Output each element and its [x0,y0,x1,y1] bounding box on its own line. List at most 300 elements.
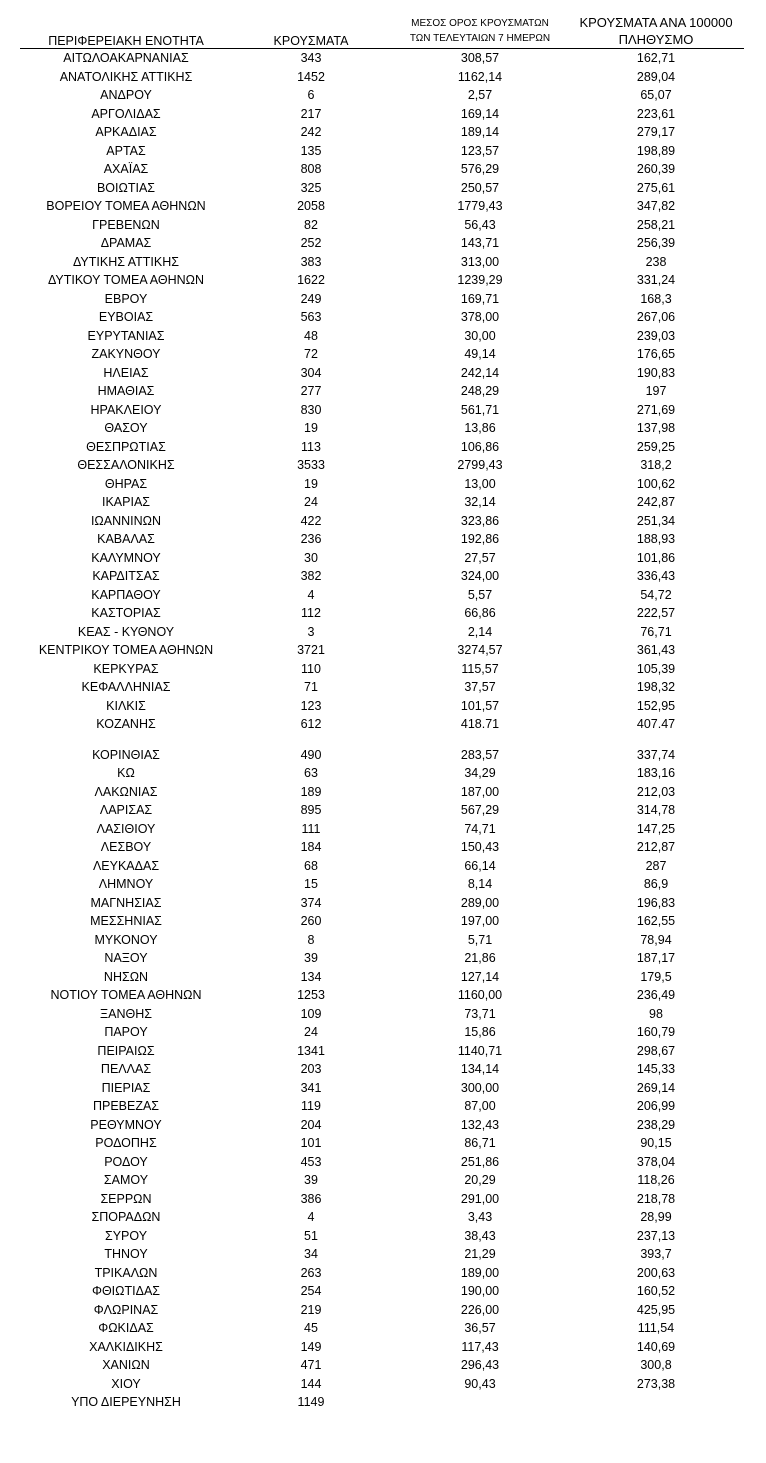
table-row [0,820,766,839]
table-row [0,641,766,660]
cases-cell: 48 [304,328,318,343]
header-region: ΠΕΡΙΦΕΡΕΙΑΚΗ ΕΝΟΤΗΤΑ [48,34,204,48]
avg-7-days-cell: 567,29 [460,803,500,817]
per-100k-cell: 236,49 [636,988,676,1002]
per-100k-cell: 318,2 [640,458,672,472]
cases-cell: 895 [300,803,322,817]
cases-cell: 260 [300,914,322,928]
header-cases: ΚΡΟΥΣΜΑΤΑ [273,34,349,48]
region-cell: ΤΗΝΟΥ [104,1247,148,1261]
avg-7-days-cell: 2799,43 [457,458,503,472]
region-cell: ΚΑΒΑΛΑΣ [97,532,155,546]
avg-7-days-cell: 251,86 [460,1154,500,1169]
avg-7-days-cell: 30,00 [464,328,496,343]
region-cell: ΕΥΡΥΤΑΝΙΑΣ [87,328,165,343]
avg-7-days-cell: 5,71 [467,932,493,947]
cases-cell: 386 [300,1191,322,1206]
region-cell: ΡΕΘΥΜΝΟΥ [90,1117,162,1132]
avg-7-days-cell: 1160,00 [457,988,503,1002]
avg-7-days-cell: 73,71 [464,1006,496,1021]
region-cell: ΧΑΛΚΙΔΙΚΗΣ [89,1339,163,1354]
avg-7-days-cell: 36,57 [464,1321,496,1335]
cases-cell: 325 [300,180,322,195]
avg-7-days-cell: 8,14 [467,877,493,891]
cases-cell: 219 [300,1302,322,1317]
table-row [0,931,766,950]
region-cell: ΚΑΣΤΟΡΙΑΣ [91,606,161,620]
per-100k-cell: 78,94 [640,932,672,947]
table-row [0,764,766,783]
region-cell: ΚΑΡΠΑΘΟΥ [91,587,161,602]
region-cell: ΜΥΚΟΝΟΥ [94,932,158,947]
avg-7-days-cell: 127,14 [460,969,500,984]
cases-cell: 3533 [297,458,325,472]
region-cell: ΘΑΣΟΥ [104,421,148,435]
per-100k-cell: 238 [645,254,667,269]
region-cell: ΣΥΡΟΥ [104,1228,148,1243]
cases-cell: 1341 [297,1043,325,1058]
per-100k-cell: 162,55 [636,914,676,928]
avg-7-days-cell: 38,43 [464,1228,496,1243]
table-row [0,1393,766,1412]
avg-7-days-cell: 2,14 [467,624,493,639]
avg-7-days-cell: 106,86 [460,439,500,454]
region-cell: ΑΝΑΤΟΛΙΚΗΣ ΑΤΤΙΚΗΣ [59,69,193,84]
avg-7-days-cell: 66,86 [464,606,496,620]
per-100k-cell: 188,93 [636,532,676,546]
table-row [0,290,766,309]
header-cases-per-100k [566,14,746,48]
cases-cell: 71 [304,680,318,694]
avg-7-days-cell: 134,14 [460,1062,500,1076]
per-100k-cell: 200,63 [636,1265,676,1280]
avg-7-days-cell: 3,43 [467,1210,493,1224]
avg-7-days-cell: 197,00 [460,914,500,928]
per-100k-cell: 222,57 [636,606,676,620]
cases-cell: 252 [300,236,322,250]
region-cell: ΥΠΟ ΔΙΕΡΕΥΝΗΣΗ [71,1395,181,1409]
per-100k-cell: 331,24 [636,273,676,287]
region-cell: ΤΡΙΚΑΛΩΝ [94,1265,158,1280]
table-row [0,456,766,475]
cases-cell: 374 [300,895,322,910]
avg-7-days-cell: 2,57 [467,88,493,102]
table-row [0,345,766,364]
table-row [0,308,766,327]
header-avg-7-days [390,16,570,46]
avg-7-days-cell: 378,00 [460,310,500,324]
cases-cell: 149 [300,1339,322,1354]
region-cell: ΚΑΡΔΙΤΣΑΣ [92,569,160,583]
table-row [0,894,766,913]
avg-7-days-cell: 34,29 [464,766,496,780]
per-100k-cell: 258,21 [636,217,676,232]
per-100k-cell: 287 [645,858,667,873]
cases-cell: 254 [300,1284,322,1298]
region-cell: ΒΟΡΕΙΟΥ ΤΟΜΕΑ ΑΘΗΝΩΝ [46,199,206,213]
avg-7-days-cell: 21,29 [464,1247,496,1261]
per-100k-cell: 101,86 [636,550,676,565]
region-cell: ΚΕΑΣ - ΚΥΘΝΟΥ [77,624,175,639]
table-row [0,1375,766,1394]
cases-cell: 72 [304,347,318,361]
table-row [0,623,766,642]
table-row [0,68,766,87]
avg-7-days-cell: 192,86 [460,532,500,546]
region-cell: ΙΚΑΡΙΑΣ [101,495,151,509]
cases-cell: 39 [304,1173,318,1187]
cases-cell: 4 [307,587,315,602]
cases-cell: 4 [307,1210,315,1224]
avg-7-days-cell: 576,29 [460,162,500,176]
per-100k-cell: 86,9 [643,877,669,891]
per-100k-cell: 267,06 [636,310,676,324]
cases-cell: 113 [301,439,321,454]
region-cell: ΣΑΜΟΥ [103,1173,149,1187]
table-row [0,1060,766,1079]
cases-cell: 249 [300,291,322,306]
cases-cell: 134 [300,969,322,984]
cases-cell: 135 [300,143,322,158]
cases-cell: 119 [301,1099,321,1113]
table-row [0,512,766,531]
table-row [0,1356,766,1375]
avg-7-days-cell: 13,00 [464,476,496,491]
per-100k-cell: 269,14 [636,1080,676,1095]
avg-7-days-cell: 5,57 [467,587,493,602]
table-row [0,660,766,679]
table-row [0,327,766,346]
per-100k-cell: 145,33 [636,1062,676,1076]
table-row [0,912,766,931]
region-cell: ΛΑΚΩΝΙΑΣ [94,784,158,799]
avg-7-days-cell: 187,00 [460,784,500,799]
per-100k-cell: 76,71 [640,624,672,639]
cases-cell: 184 [300,840,322,854]
avg-7-days-cell: 56,43 [464,217,496,232]
per-100k-cell: 176,65 [636,347,676,361]
cases-cell: 82 [304,217,318,232]
avg-7-days-cell: 291,00 [460,1191,500,1206]
data-table-body [0,49,766,1412]
table-row [0,1023,766,1042]
table-row [0,179,766,198]
region-cell: ΔΡΑΜΑΣ [100,236,152,250]
region-cell: ΚΕΡΚΥΡΑΣ [93,661,159,676]
cases-cell: 453 [300,1154,322,1169]
table-row [0,1116,766,1135]
avg-7-days-cell: 169,14 [460,106,500,121]
per-100k-cell: 206,99 [636,1099,676,1113]
per-100k-cell: 425,95 [636,1302,676,1317]
table-row [0,838,766,857]
region-cell: ΕΥΒΟΙΑΣ [98,310,154,324]
cases-cell: 422 [300,513,322,528]
cases-cell: 277 [300,384,322,398]
cases-cell: 34 [304,1247,318,1261]
cases-cell: 471 [300,1358,322,1372]
avg-7-days-cell: 15,86 [464,1025,496,1039]
avg-7-days-cell: 27,57 [464,550,496,565]
cases-cell: 101 [300,1136,322,1150]
table-row [0,1282,766,1301]
region-cell: ΠΕΙΡΑΙΩΣ [97,1043,155,1058]
table-row [0,530,766,549]
table-row [0,549,766,568]
region-cell: ΜΑΓΝΗΣΙΑΣ [90,895,162,910]
per-100k-cell: 183,16 [636,766,676,780]
avg-7-days-cell: 308,57 [460,51,500,65]
table-row [0,1005,766,1024]
region-cell: ΑΡΓΟΛΙΔΑΣ [91,106,161,121]
region-cell: ΛΕΣΒΟΥ [100,840,152,854]
cases-cell: 68 [304,858,318,873]
per-100k-cell: 271,69 [636,402,676,417]
avg-7-days-cell: 150,43 [460,840,500,854]
avg-7-days-cell: 248,29 [460,384,500,398]
avg-7-days-cell: 132,43 [460,1117,500,1132]
table-row [0,123,766,142]
table-row [0,86,766,105]
per-100k-cell: 65,07 [640,88,672,102]
avg-7-days-cell: 117,43 [461,1339,499,1354]
table-row [0,364,766,383]
region-cell: ΚΕΝΤΡΙΚΟΥ ΤΟΜΕΑ ΑΘΗΝΩΝ [38,643,214,657]
table-row [0,475,766,494]
cases-cell: 110 [301,661,321,676]
per-100k-cell: 152,95 [636,698,676,713]
avg-7-days-cell: 1140,71 [457,1043,503,1058]
per-100k-cell: 137,98 [636,421,676,435]
region-cell: ΗΛΕΙΑΣ [103,365,149,380]
avg-7-days-cell: 226,00 [460,1302,500,1317]
per-100k-cell: 337,74 [636,747,676,762]
table-row [0,875,766,894]
table-row [0,1042,766,1061]
cases-cell: 343 [300,51,322,65]
region-cell: ΕΒΡΟΥ [104,291,148,306]
table-row [0,253,766,272]
cases-cell: 830 [300,402,322,417]
avg-7-days-cell: 66,14 [464,858,496,873]
cases-cell: 217 [300,106,322,121]
region-cell: ΚΩ [117,766,135,780]
cases-cell: 30 [304,550,318,565]
table-row [0,1079,766,1098]
table-row [0,493,766,512]
table-row [0,160,766,179]
table-row [0,1227,766,1246]
table-row [0,216,766,235]
per-100k-cell: 168,3 [640,291,672,306]
cases-cell: 24 [304,495,318,509]
avg-7-days-cell: 143,71 [460,236,500,250]
avg-7-days-cell: 37,57 [464,680,496,694]
region-cell: ΚΟΖΑΝΗΣ [96,717,156,731]
region-cell: ΚΕΦΑΛΛΗΝΙΑΣ [81,680,171,694]
table-row [0,401,766,420]
per-100k-cell: 347,82 [636,199,676,213]
region-cell: ΔΥΤΙΚΗΣ ΑΤΤΙΚΗΣ [73,254,179,269]
region-cell: ΠΕΛΛΑΣ [100,1062,152,1076]
table-row [0,678,766,697]
per-100k-cell: 90,15 [640,1136,672,1150]
region-cell: ΝΑΞΟΥ [104,951,148,965]
per-100k-cell: 242,87 [636,495,676,509]
region-cell: ΧΑΝΙΩΝ [102,1358,150,1372]
cases-cell: 1253 [297,988,325,1002]
avg-7-days-cell: 561,71 [460,402,500,417]
per-100k-cell: 259,25 [636,439,676,454]
table-row [0,197,766,216]
region-cell: ΔΥΤΙΚΟΥ ΤΟΜΕΑ ΑΘΗΝΩΝ [47,273,205,287]
per-100k-cell: 198,89 [636,143,676,158]
cases-cell: 144 [300,1376,322,1391]
per-100k-cell: 28,99 [640,1210,672,1224]
table-row [0,567,766,586]
region-cell: ΦΛΩΡΙΝΑΣ [93,1302,159,1317]
avg-7-days-cell: 3274,57 [457,643,503,657]
cases-cell: 45 [304,1321,318,1335]
region-cell: ΛΗΜΝΟΥ [98,877,154,891]
region-cell: ΣΕΡΡΩΝ [100,1191,152,1206]
avg-7-days-cell: 296,43 [460,1358,500,1372]
avg-7-days-cell: 323,86 [460,513,500,528]
table-row [0,1097,766,1116]
region-cell: ΧΙΟΥ [111,1376,141,1391]
per-100k-cell: 162,71 [636,51,676,65]
avg-7-days-cell: 20,29 [464,1173,496,1187]
per-100k-cell: 289,04 [636,69,676,84]
table-row [0,715,766,734]
per-100k-cell: 378,04 [636,1154,676,1169]
per-100k-cell: 239,03 [636,328,676,343]
per-100k-cell: 212,87 [636,840,676,854]
table-row [0,968,766,987]
table-row [0,438,766,457]
table-row [0,949,766,968]
table-row [0,746,766,765]
table-row [0,1171,766,1190]
per-100k-cell: 275,61 [636,180,676,195]
per-100k-cell: 147,25 [636,821,676,836]
per-100k-cell: 105,39 [636,661,676,676]
cases-cell: 39 [304,951,318,965]
cases-cell: 109 [300,1006,322,1021]
region-cell: ΗΜΑΘΙΑΣ [97,384,155,398]
cases-cell: 112 [301,606,321,620]
table-row [0,1153,766,1172]
region-cell: ΚΟΡΙΝΘΙΑΣ [92,747,160,762]
region-cell: ΠΙΕΡΙΑΣ [101,1080,151,1095]
table-row [0,857,766,876]
region-cell: ΚΑΛΥΜΝΟΥ [91,550,161,565]
avg-7-days-cell: 190,00 [460,1284,500,1298]
table-row [0,1338,766,1357]
cases-cell: 612 [300,717,322,731]
per-100k-cell: 179,5 [640,969,672,984]
region-cell: ΚΙΛΚΙΣ [106,698,146,713]
per-100k-cell: 196,83 [636,895,676,910]
per-100k-cell: 237,13 [636,1228,676,1243]
avg-7-days-cell: 313,00 [460,254,500,269]
per-100k-cell: 187,17 [636,951,676,965]
table-row [0,986,766,1005]
cases-cell: 236 [300,532,322,546]
region-cell: ΡΟΔΟΥ [104,1154,148,1169]
avg-7-days-cell: 49,14 [464,347,496,361]
avg-7-days-cell: 32,14 [464,495,496,509]
region-cell: ΠΡΕΒΕΖΑΣ [92,1099,160,1113]
region-cell: ΘΗΡΑΣ [104,476,148,491]
table-row [0,1190,766,1209]
per-100k-cell: 300,8 [640,1358,672,1372]
region-cell: ΑΡΚΑΔΙΑΣ [95,125,157,139]
per-100k-cell: 160,52 [636,1284,676,1298]
per-100k-cell: 140,69 [636,1339,676,1354]
avg-7-days-cell: 283,57 [460,747,500,762]
region-cell: ΡΟΔΟΠΗΣ [95,1136,157,1150]
cases-cell: 1622 [297,273,325,287]
cases-cell: 111 [301,821,321,836]
cases-cell: 1149 [297,1395,325,1409]
avg-7-days-cell: 87,00 [464,1099,496,1113]
avg-7-days-cell: 289,00 [460,895,500,910]
avg-7-days-cell: 115,57 [461,661,499,676]
cases-cell: 51 [304,1228,318,1243]
avg-7-days-cell: 242,14 [460,365,500,380]
avg-7-days-cell: 324,00 [460,569,500,583]
region-cell: ΗΡΑΚΛΕΙΟΥ [90,402,162,417]
avg-7-days-cell: 74,71 [464,821,496,836]
table-row [0,105,766,124]
avg-7-days-cell: 101,57 [460,698,500,713]
region-cell: ΠΑΡΟΥ [104,1025,148,1039]
table-row [0,1319,766,1338]
per-100k-cell: 100,62 [636,476,676,491]
region-cell: ΦΩΚΙΔΑΣ [98,1321,154,1335]
per-100k-cell: 118,26 [637,1173,675,1187]
avg-7-days-cell: 189,00 [460,1265,500,1280]
region-cell: ΛΑΡΙΣΑΣ [99,803,153,817]
per-100k-cell: 197 [645,384,667,398]
avg-7-days-cell: 300,00 [460,1080,500,1095]
region-cell: ΘΕΣΣΑΛΟΝΙΚΗΣ [77,458,175,472]
cases-cell: 382 [300,569,322,583]
per-100k-cell: 251,34 [636,513,676,528]
per-100k-cell: 223,61 [636,106,676,121]
per-100k-cell: 336,43 [636,569,676,583]
table-row [0,419,766,438]
cases-cell: 341 [300,1080,322,1095]
header-avg-line1: ΜΕΣΟΣ ΟΡΟΣ ΚΡΟΥΣΜΑΤΩΝ [411,18,549,29]
table-row [0,1134,766,1153]
cases-cell: 383 [300,254,322,269]
cases-cell: 242 [300,125,322,139]
table-row [0,234,766,253]
avg-7-days-cell: 21,86 [464,951,496,965]
per-100k-cell: 314,78 [636,803,676,817]
cases-cell: 3 [307,624,315,639]
region-cell: ΜΕΣΣΗΝΙΑΣ [90,914,162,928]
per-100k-cell: 407.47 [636,717,676,731]
region-cell: ΑΝΔΡΟΥ [100,88,152,102]
header-avg-line2: ΤΩΝ ΤΕΛΕΥΤΑΙΩΝ 7 ΗΜΕΡΩΝ [409,33,551,44]
per-100k-cell: 212,03 [636,784,676,799]
region-cell: ΞΑΝΘΗΣ [100,1006,152,1021]
avg-7-days-cell: 1239,29 [457,273,503,287]
cases-cell: 3721 [297,643,325,657]
